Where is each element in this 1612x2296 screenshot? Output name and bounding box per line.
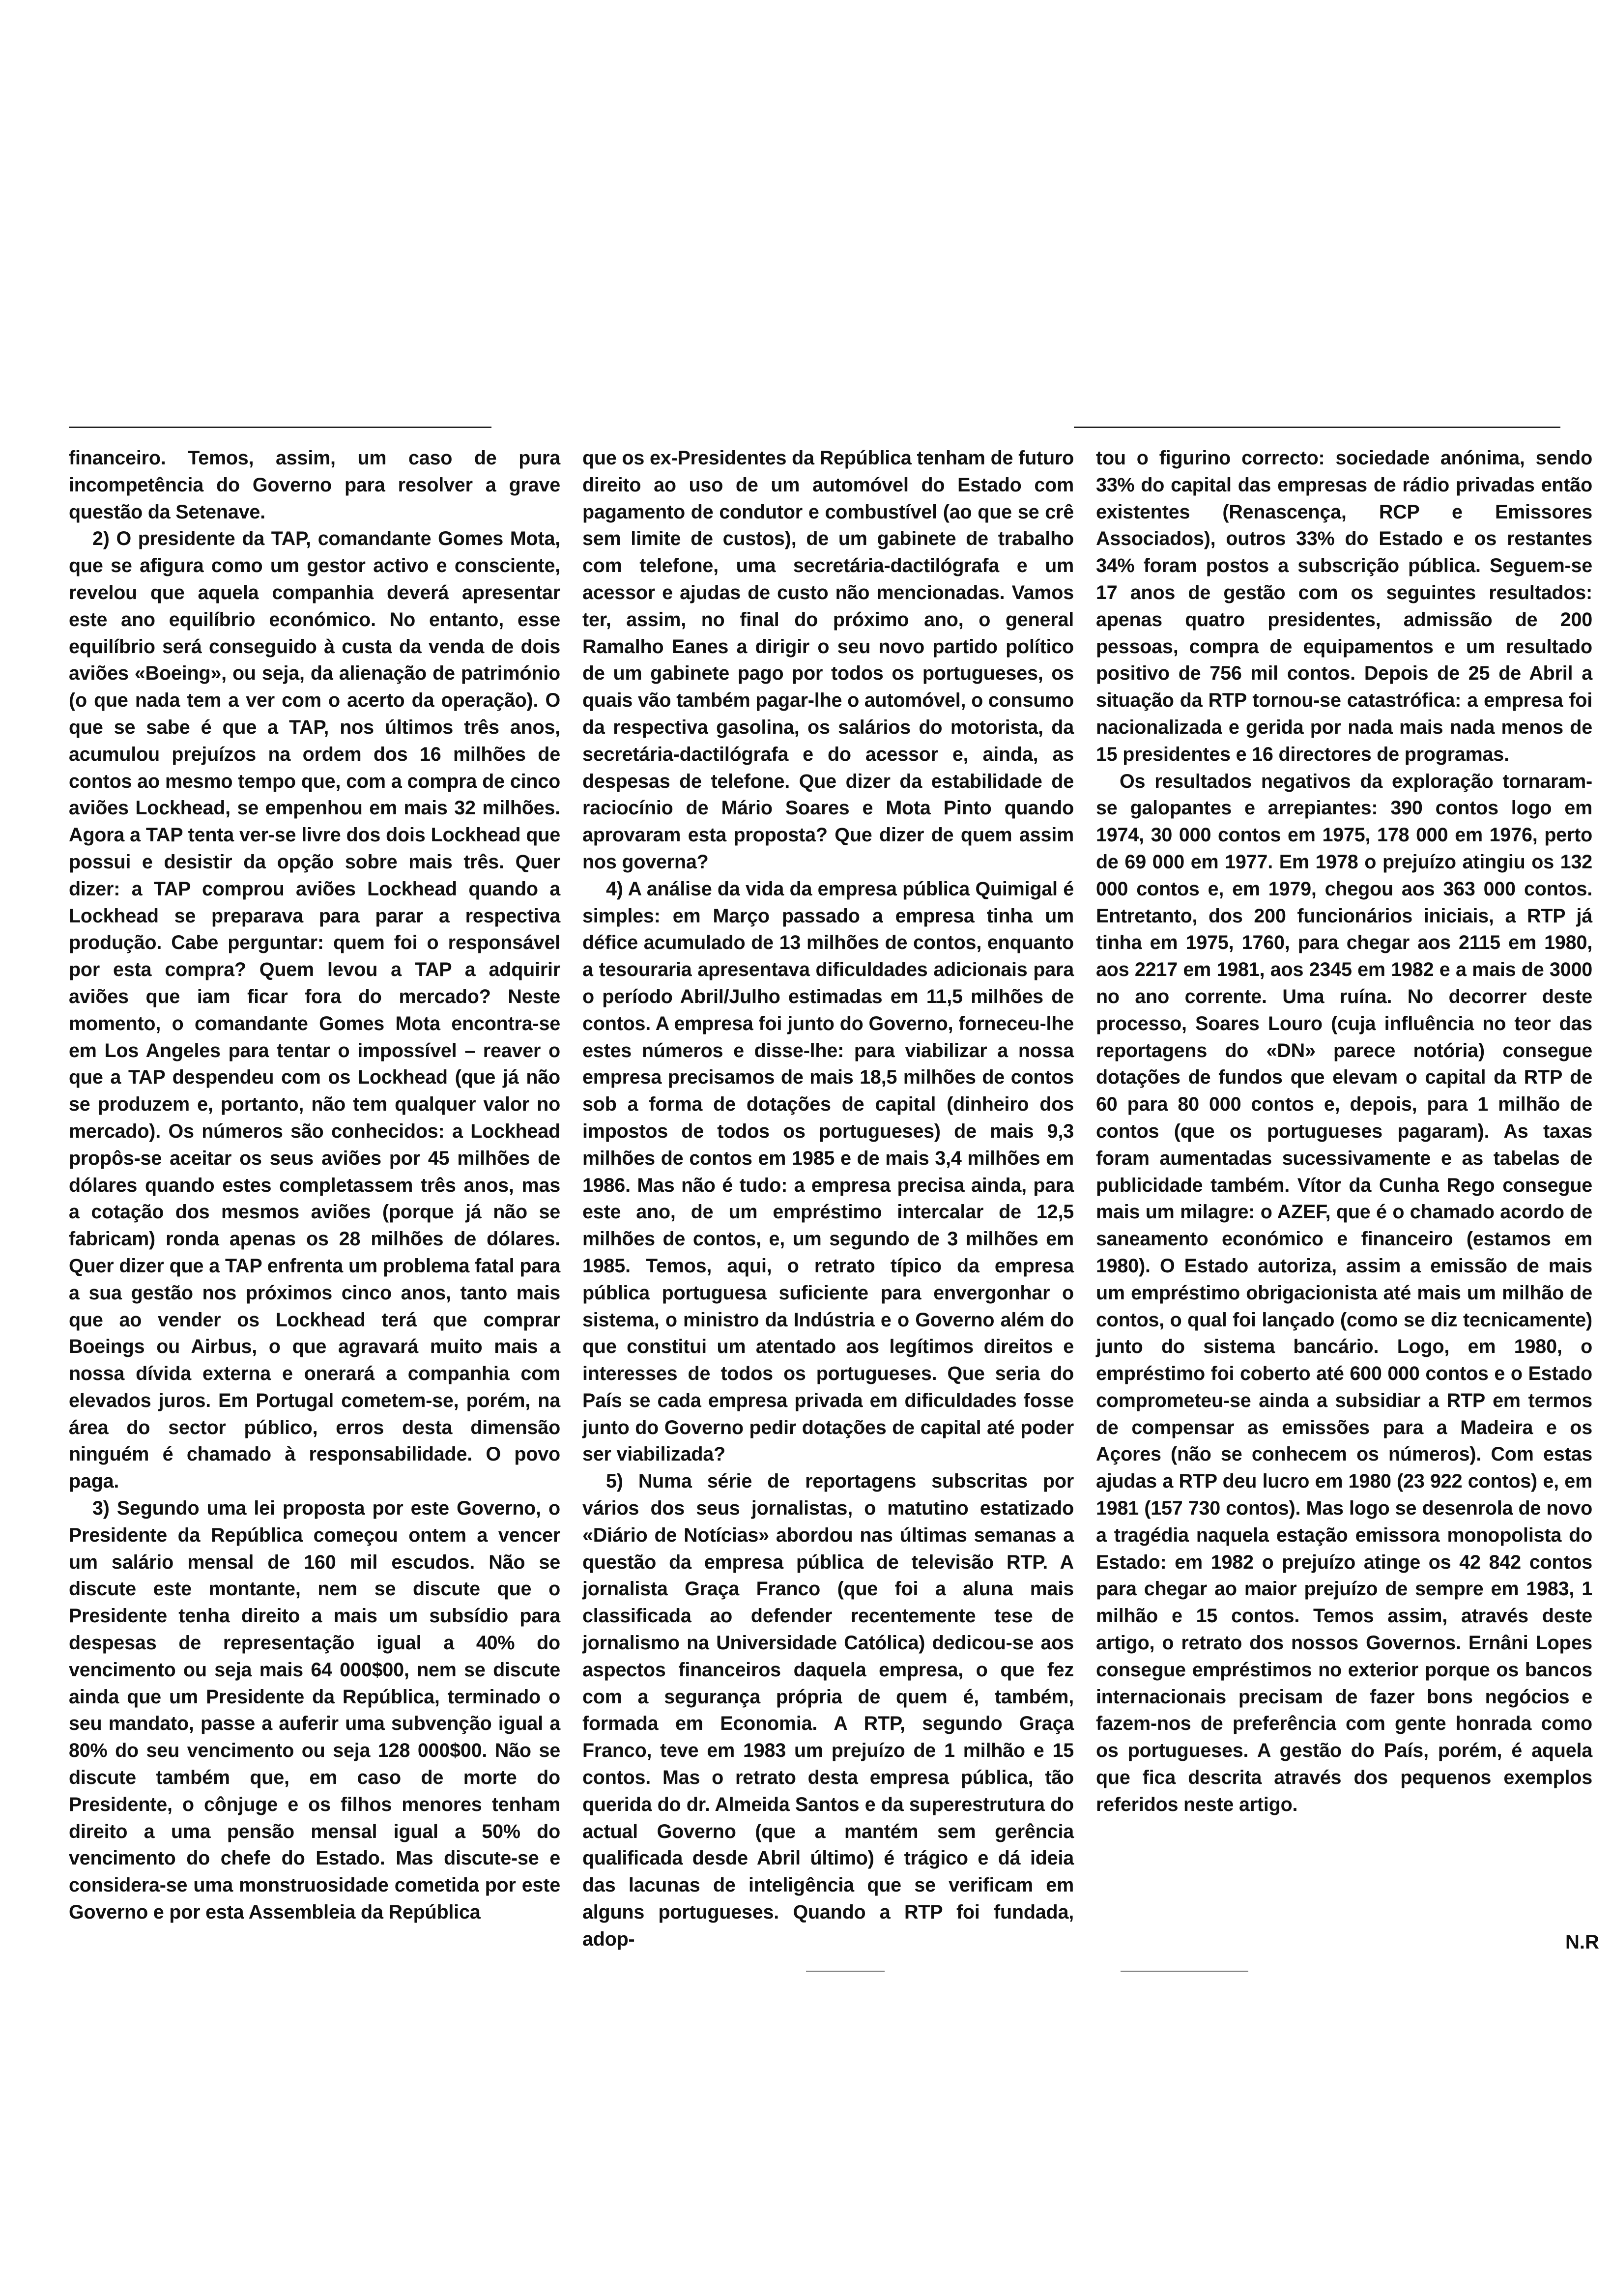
column-3-bottom-mark [1121,1971,1248,1972]
paragraph-rtp-fundacao: tou o figurino correcto: sociedade anónima, sendo 33% do capital das empresas de rádio privadas então existentes (Renascença, RCP e Emissores Associados), outros 33% do Estado e os restantes 34% foram postos a subscrição pública. Seguem-se 17 anos de gestão com os seguintes resultados: apenas quatro presidentes, admissão de 200 pessoas, compra de equipamentos e um resultado positivo de 756 mil contos. Depois de 25 de Abril a situação da RTP tornou-se catastrófica: a empresa foi nacionalizada e gerida por nada mais nada menos de 15 presidentes e 16 directores de programas. [1096,447,1592,765]
column-2-bottom-mark [806,1971,885,1972]
paragraph-quimigal: 4) A análise da vida da empresa pública Quimigal é simples: em Março passado a empresa tinha um défice acumulado de 13 milhões de contos, enquanto a tesouraria apresentava dificuldades adicionais para o período Abril/Julho estimadas em 11,5 milhões de contos. A empresa foi junto do Governo, forneceu-lhe estes números e disse-lhe: para viabilizar a nossa empresa precisamos de mais 18,5 milhões de contos sob a forma de dotações de capital (dinheiro dos impostos de todos os portugueses) de mais 9,3 milhões de contos em 1985 e de mais 3,4 milhões em 1986. Mas não é tudo: a empresa precisa ainda, para este ano, de um empréstimo intercalar de 12,5 milhões de contos, e, um segundo de 3 milhões em 1985. Temos, aqui, o retrato típico da empresa pública portuguesa suficiente para envergonhar o sistema, o ministro da Indústria e o Governo além do que constitui um atentado aos legítimos direitos e interesses de todos os portugueses. Que seria do País se cada empresa privada em dificuldades fosse junto do Governo pedir dotações de capital até poder ser viabilizada? [582,878,1074,1465]
article-column-1 [69,445,560,1926]
column-1-top-rule [69,427,491,428]
article-column-2 [582,445,1074,1953]
paragraph-rtp-resultados: Os resultados negativos da exploração tornaram-se galopantes e arrepiantes: 390 contos logo em 1974, 30 000 contos em 1975, 178 000 em 1976, perto de 69 000 em 1977. Em 1978 o prejuízo atingiu os 132 000 contos e, em 1979, chegou aos 363 000 contos. Entretanto, dos 200 funcionários iniciais, a RTP já tinha em 1975, 1760, para chegar aos 2115 em 1980, aos 2217 em 1981, aos 2345 em 1982 e a mais de 3000 no ano corrente. Uma ruína. No decorrer deste processo, Soares Louro (cuja influência no teor das reportagens do «DN» parece notória) consegue dotações de fundos que elevam o capital da RTP de 60 para 80 000 contos e, depois, para 1 milhão de contos (que os portugueses pagaram). As taxas foram aumentadas sucessivamente e as tabelas de publicidade também. Vítor da Cunha Rego consegue mais um milagre: o AZEF, que é o chamado acordo de saneamento económico e financeiro (estamos em 1980). O Estado autoriza, assim a emissão de mais um empréstimo obrigacionista até mais um milhão de contos, o qual foi lançado (como se diz tecnicamente) junto do sistema bancário. Logo, em 1980, o empréstimo foi coberto até 600 000 contos e o Estado comprometeu-se ainda a subsidiar a RTP em termos de compensar as emissões para a Madeira e os Açores (não se conhecem os números). Com estas ajudas a RTP deu lucro em 1980 (23 922 contos) e, em 1981 (157 730 contos). Mas logo se desenrola de novo a tragédia naquela estação emissora monopolista do Estado: em 1982 o prejuízo atinge os 42 842 contos para chegar ao maior prejuízo de sempre em 1983, 1 milhão e 15 contos. Temos assim, através deste artigo, o retrato dos nossos Governos. Ernâni Lopes consegue empréstimos no exterior porque os bancos internacionais precisam de fazer bons negócios e fazem-nos de preferência com gente honrada como os portugueses. A gestão do País, porém, é aquela que fica descrita através dos pequenos exemplos referidos neste artigo. [1096,770,1592,1815]
column-3-top-rule [1074,427,1560,428]
paragraph-rtp-reportagens: 5) Numa série de reportagens subscritas por vários dos seus jornalistas, o matutino estatizado «Diário de Notícias» abordou nas últimas semanas a questão da empresa pública de televisão RTP. A jornalista Graça Franco (que foi a aluna mais classificada ao defender recentemente tese de jornalismo na Universidade Católica) dedicou-se aos aspectos financeiros daquela empresa, o que fez com a segurança própria de quem é, também, formada em Economia. A RTP, segundo Graça Franco, teve em 1983 um prejuízo de 1 milhão e 15 contos. Mas o retrato desta empresa pública, tão querida do dr. Almeida Santos e da superestrutura do actual Governo (que a mantém sem gerência qualificada desde Abril último) é trágico e dá ideia das lacunas de inteligência que se verificam em alguns portugueses. Quando a RTP foi fundada, adop- [582,1470,1074,1950]
paragraph-ex-presidentes: que os ex-Presidentes da República tenham de futuro direito ao uso de um automóvel do Estado com pagamento de condutor e combustível (ao que se crê sem limite de custos), de um gabinete de trabalho com telefone, uma secretária-dactilógrafa e um acessor e ajudas de custo não mencionadas. Vamos ter, assim, no final do próximo ano, o general Ramalho Eanes a dirigir o seu novo partido político de um gabinete pago por todos os portugueses, os quais vão também pagar-lhe o automóvel, o consumo da respectiva gasolina, os salários do motorista, da secretária-dactilógrafa e do acessor e, ainda, as despesas de telefone. Que dizer da estabilidade de raciocínio de Mário Soares e Mota Pinto quando aprovaram esta proposta? Que dizer de quem assim nos governa? [582,447,1074,873]
author-signature: N.R [1565,1931,1599,1953]
paragraph-presidente-salario: 3) Segundo uma lei proposta por este Governo, o Presidente da República começou ontem a vencer um salário mensal de 160 mil escudos. Não se discute este montante, nem se discute que o Presidente tenha direito a mais um subsídio para despesas de representação igual a 40% do vencimento ou seja mais 64 000$00, nem se discute ainda que um Presidente da República, terminado o seu mandato, passe a auferir uma subvenção igual a 80% do seu vencimento ou seja 128 000$00. Não se discute também que, em caso de morte do Presidente, o cônjuge e os filhos menores tenham direito a uma pensão mensal igual a 50% do vencimento do chefe do Estado. Mas discute-se e considera-se uma monstruosidade cometida por este Governo e por esta Assembleia da República [69,1497,560,1923]
paragraph-tap: 2) O presidente da TAP, comandante Gomes Mota, que se afigura como um gestor activo e consciente, revelou que aquela companhia deverá apresentar este ano equilíbrio económico. No entanto, esse equilíbrio será conseguido à custa da venda de dois aviões «Boeing», ou seja, da alienação de património (o que nada tem a ver com o acerto da operação). O que se sabe é que a TAP, nos últimos três anos, acumulou prejuízos na ordem dos 16 milhões de contos ao mesmo tempo que, com a compra de cinco aviões Lockhead, se empenhou em mais 32 milhões. Agora a TAP tenta ver-se livre dos dois Lockhead que possui e desistir da opção sobre mais três. Quer dizer: a TAP comprou aviões Lockhead quando a Lockhead se preparava para parar a respectiva produção. Cabe perguntar: quem foi o responsável por esta compra? Quem levou a TAP a adquirir aviões que iam ficar fora do mercado? Neste momento, o comandante Gomes Mota encontra-se em Los Angeles para tentar o impossível – reaver o que a TAP despendeu com os Lockhead (que já não se produzem e, portanto, não tem qualquer valor no mercado). Os números são conhecidos: a Lockhead propôs-se aceitar os seus aviões por 45 milhões de dólares quando estes completassem três anos, mas a cotação dos mesmos aviões (porque já não se fabricam) ronda apenas os 28 milhões de dólares. Quer dizer que a TAP enfrenta um problema fatal para a sua gestão nos próximos cinco anos, tanto mais que ao vender os Lockhead terá que comprar Boeings ou Airbus, o que agravará muito mais a nossa dívida externa e onerará a companhia com elevados juros. Em Portugal cometem-se, porém, na área do sector público, erros desta dimensão ninguém é chamado à responsabilidade. O povo paga. [69,528,560,1492]
article-column-3 [1096,445,1592,1818]
paragraph-financeiro: financeiro. Temos, assim, um caso de pura incompetência do Governo para resolver a grave questão da Setenave. [69,447,560,523]
